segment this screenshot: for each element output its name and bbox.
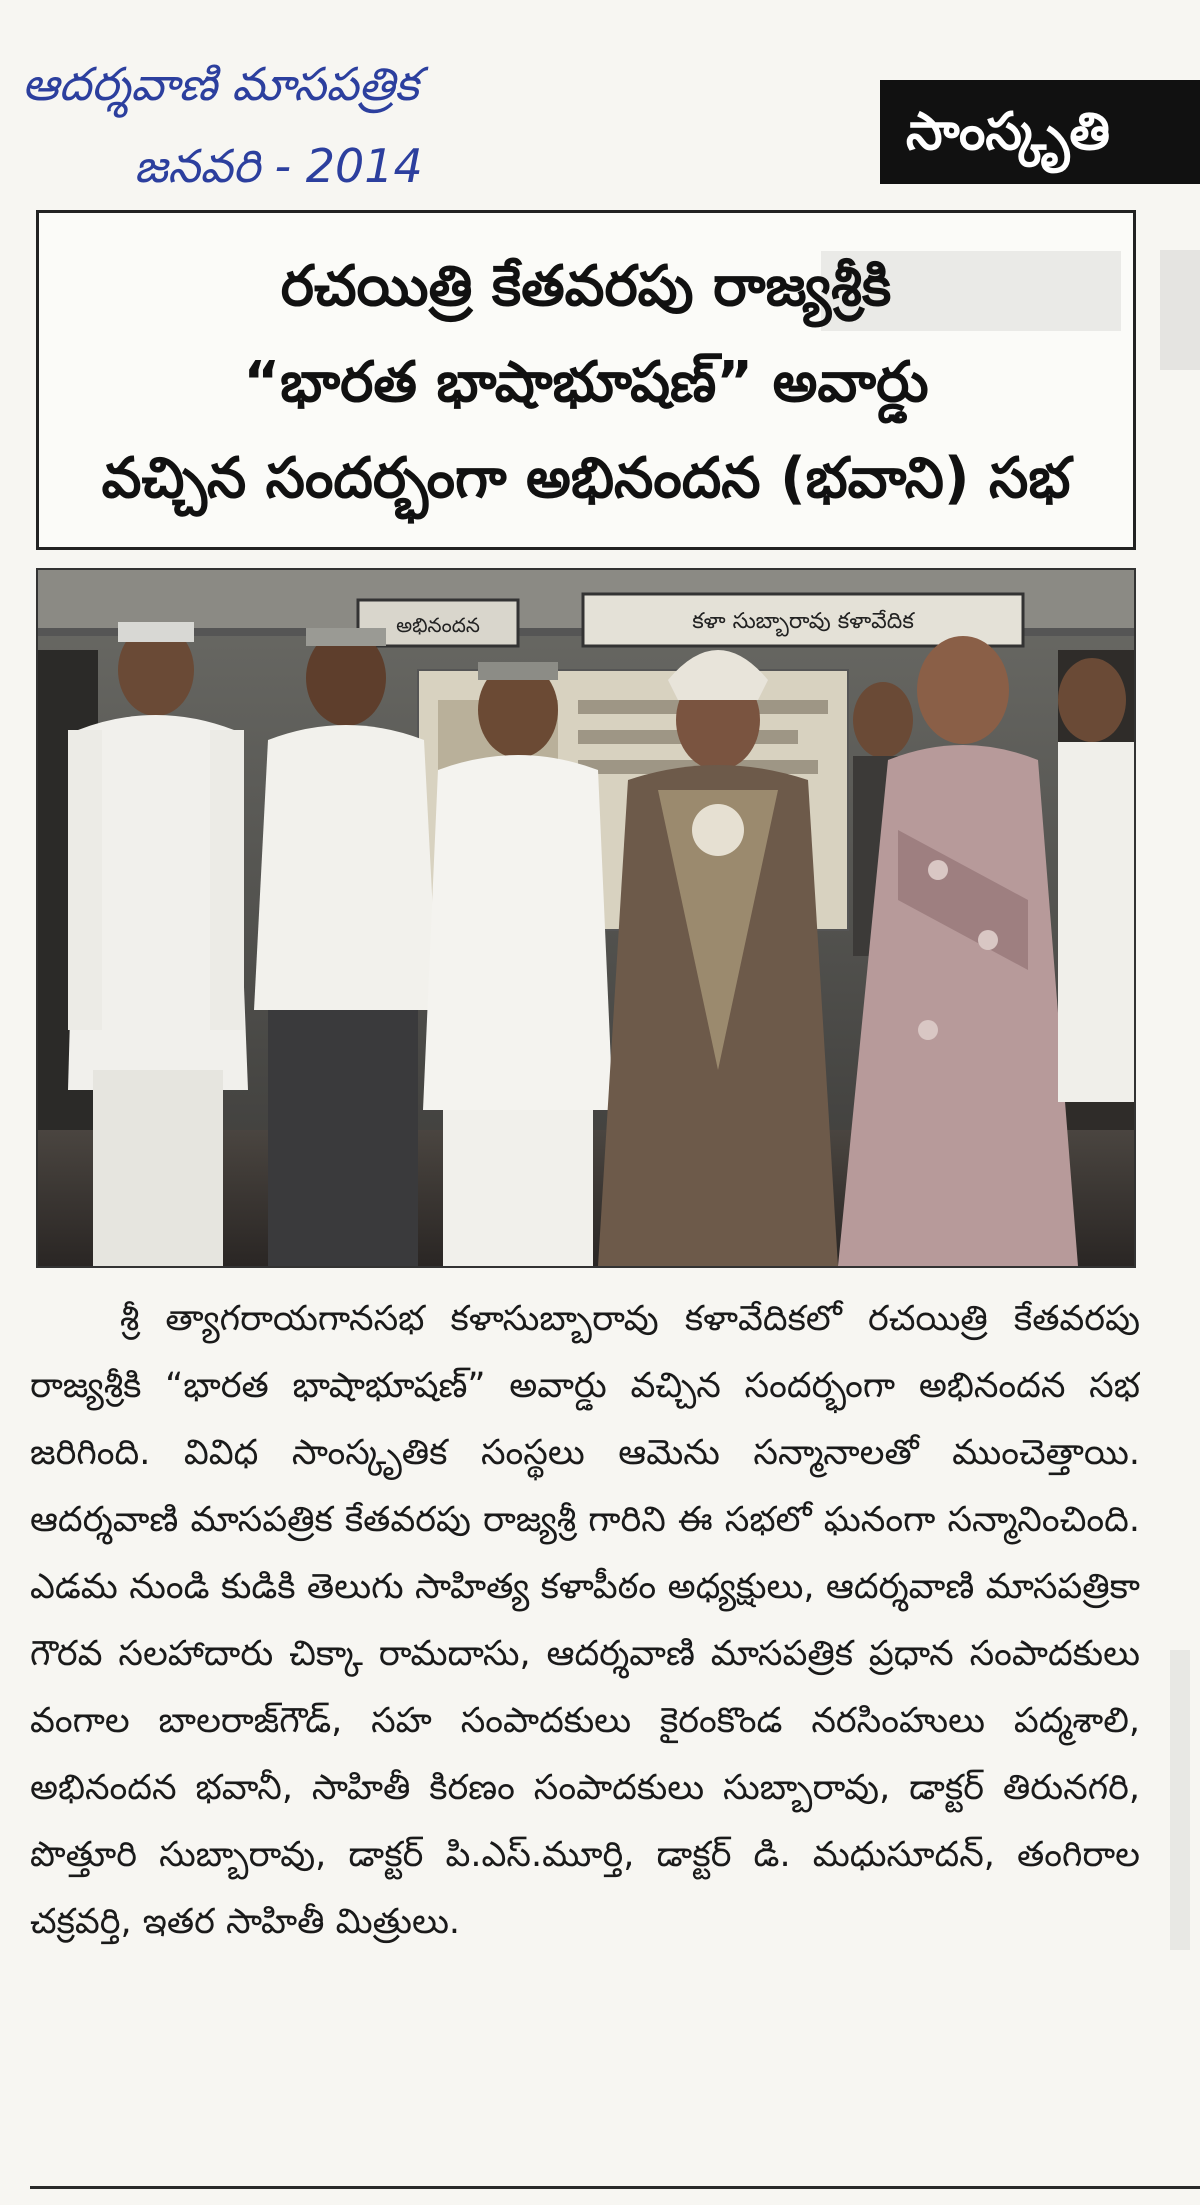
handwritten-line-2: జనవరి - 2014 xyxy=(134,139,423,193)
headline-box xyxy=(36,210,1136,550)
bottom-rule xyxy=(30,2186,1200,2189)
handwritten-note xyxy=(14,30,654,200)
handwritten-line-1: ఆదర్శవాణి మాసపత్రిక xyxy=(22,57,419,111)
section-tag: సాంస్కృతి xyxy=(880,80,1200,184)
article-body: శ్రీ త్యాగరాయగానసభ కళాసుబ్బారావు కళావేదికలో రచయిత్రి కేతవరపు రాజ్యశ్రీకి “భారత భాషాభూషణ్” అవార్డు వచ్చిన సందర్భంగా అభినందన సభ జరిగింది. వివిధ సాంస్కృతిక సంస్థలు ఆమెను సన్మానాలతో ముంచెత్తాయి. ఆదర్శవాణి మాసపత్రిక కేతవరపు రాజ్యశ్రీ గారిని ఈ సభలో ఘనంగా సన్మానించింది. ఎడమ నుండి కుడికి తెలుగు సాహిత్య కళాపీఠం అధ్యక్షులు, ఆదర్శవాణి మాసపత్రికా గౌరవ సలహాదారు చిక్కా రామదాసు, ఆదర్శవాణి మాసపత్రిక ప్రధాన సంపాదకులు వంగాల బాలరాజ్‌గౌడ్, సహ సంపాదకులు కైరంకొండ నరసింహులు పద్మశాలి, అభినందన భవానీ, సాహితీ కిరణం సంపాదకులు సుబ్బారావు, డాక్టర్ తిరునగరి, పొత్తూరి సుబ్బారావు, డాక్టర్ పి.ఎస్.మూర్తి, డాక్టర్ డి. మధుసూదన్, తంగిరాల చక్రవర్తి, ఇతర సాహితీ మిత్రులు. xyxy=(30,1299,1140,1942)
headline-line-2: “భారత భాషాభూషణ్” అవార్డు xyxy=(243,350,929,415)
headline xyxy=(39,239,1133,527)
stage-banner-right: కళా సుబ్బారావు కళావేదిక xyxy=(692,609,914,634)
bleed-through-right xyxy=(1150,250,1200,2150)
headline-line-1: రచయిత్రి కేతవరపు రాజ్యశ్రీకి xyxy=(280,254,892,319)
event-photo xyxy=(36,568,1136,1268)
stage-banner-left: అభినందన xyxy=(396,613,480,637)
headline-line-3: వచ్చిన సందర్భంగా అభినందన (భవాని) సభ xyxy=(101,446,1071,511)
